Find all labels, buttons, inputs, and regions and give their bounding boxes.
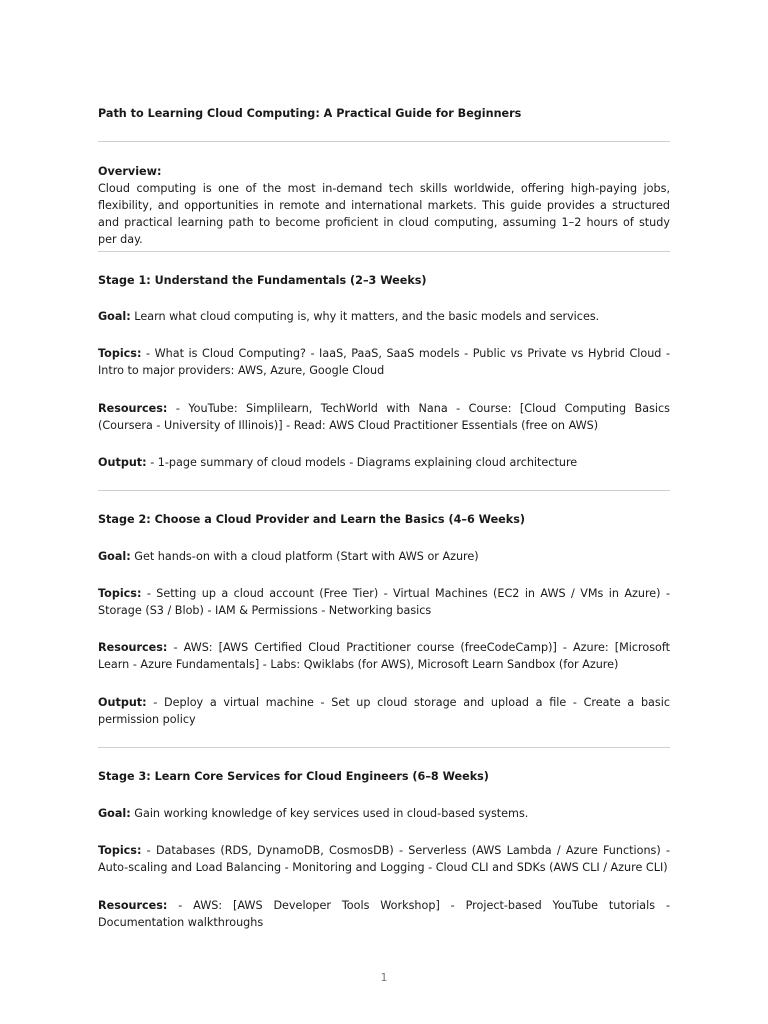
topics-label: Topics:: [98, 844, 142, 857]
stage-3-goal-text: Gain working knowledge of key services used in cloud-based systems.: [134, 807, 529, 820]
stage-2-output-text: - Deploy a virtual machine - Set up cloud storage and upload a file - Create a basic permission policy: [98, 696, 670, 726]
stage-1-topics-text: - What is Cloud Computing? - IaaS, PaaS, SaaS models - Public vs Private vs Hybrid Cloud - Intro to major providers: AWS, Azure, Google Cloud: [98, 347, 671, 377]
stage-1-title: Stage 1: Understand the Fundamentals (2–3 Weeks): [98, 274, 427, 287]
stage-3-resources: [98, 897, 670, 931]
overview-section: [98, 163, 670, 248]
overview-heading: Overview:: [98, 165, 162, 178]
stage-3-topics: [98, 842, 670, 876]
resources-label: Resources:: [98, 402, 168, 415]
document-title: Path to Learning Cloud Computing: A Practical Guide for Beginners: [98, 107, 522, 120]
stage-1-resources: [98, 400, 670, 434]
overview-text: Cloud computing is one of the most in-demand tech skills worldwide, offering high-paying jobs, flexibility, and opportunities in remote and international markets. This guide provides a structured and practical learning path to become proficient in cloud computing, assuming 1–2 hours of study per day.: [98, 182, 670, 246]
topics-label: Topics:: [98, 347, 142, 360]
divider: [98, 490, 670, 491]
stage-1-goal: [98, 308, 670, 325]
stage-2-title: Stage 2: Choose a Cloud Provider and Learn the Basics (4–6 Weeks): [98, 513, 525, 526]
stage-1-goal-text: Learn what cloud computing is, why it matters, and the basic models and services.: [134, 310, 600, 323]
stage-1-topics: [98, 345, 670, 379]
divider: [98, 141, 670, 142]
stage-2-goal-text: Get hands-on with a cloud platform (Start with AWS or Azure): [134, 550, 479, 563]
divider: [98, 251, 670, 252]
stage-2-topics-text: - Setting up a cloud account (Free Tier) - Virtual Machines (EC2 in AWS / VMs in Azure) - Storage (S3 / Blob) - IAM & Permissions - Networking basics: [98, 587, 670, 617]
stage-1-output: [98, 454, 670, 471]
stage-2-output: [98, 694, 670, 728]
stage-3-resources-text: - AWS: [AWS Developer Tools Workshop] - Project-based YouTube tutorials - Documentation walkthroughs: [98, 899, 670, 929]
stage-1-resources-text: - YouTube: Simplilearn, TechWorld with Nana - Course: [Cloud Computing Basics (Coursera - University of Illinois)] - Read: AWS Cloud Practitioner Essentials (free on AWS): [98, 402, 671, 432]
page-number: 1: [380, 971, 388, 984]
stage-3-topics-text: - Databases (RDS, DynamoDB, CosmosDB) - Serverless (AWS Lambda / Azure Functions) - Auto-scaling and Load Balancing - Monitoring and Logging - Cloud CLI and SDKs (AWS CLI / Azure CLI): [98, 844, 670, 874]
output-label: Output:: [98, 696, 147, 709]
resources-label: Resources:: [98, 641, 168, 654]
resources-label: Resources:: [98, 899, 168, 912]
stage-2-resources: [98, 639, 670, 673]
goal-label: Goal:: [98, 310, 131, 323]
stage-3-goal: [98, 805, 670, 822]
divider: [98, 747, 670, 748]
goal-label: Goal:: [98, 807, 131, 820]
stage-1-output-text: - 1-page summary of cloud models - Diagrams explaining cloud architecture: [150, 456, 578, 469]
stage-2-resources-text: - AWS: [AWS Certified Cloud Practitioner course (freeCodeCamp)] - Azure: [Microsoft Learn - Azure Fundamentals] - Labs: Qwiklabs (for AWS), Microsoft Learn Sandbox (for Azure): [98, 641, 670, 671]
stage-3-title: Stage 3: Learn Core Services for Cloud Engineers (6–8 Weeks): [98, 770, 489, 783]
goal-label: Goal:: [98, 550, 131, 563]
stage-2-topics: [98, 585, 670, 619]
topics-label: Topics:: [98, 587, 142, 600]
stage-2-goal: [98, 548, 670, 565]
output-label: Output:: [98, 456, 147, 469]
